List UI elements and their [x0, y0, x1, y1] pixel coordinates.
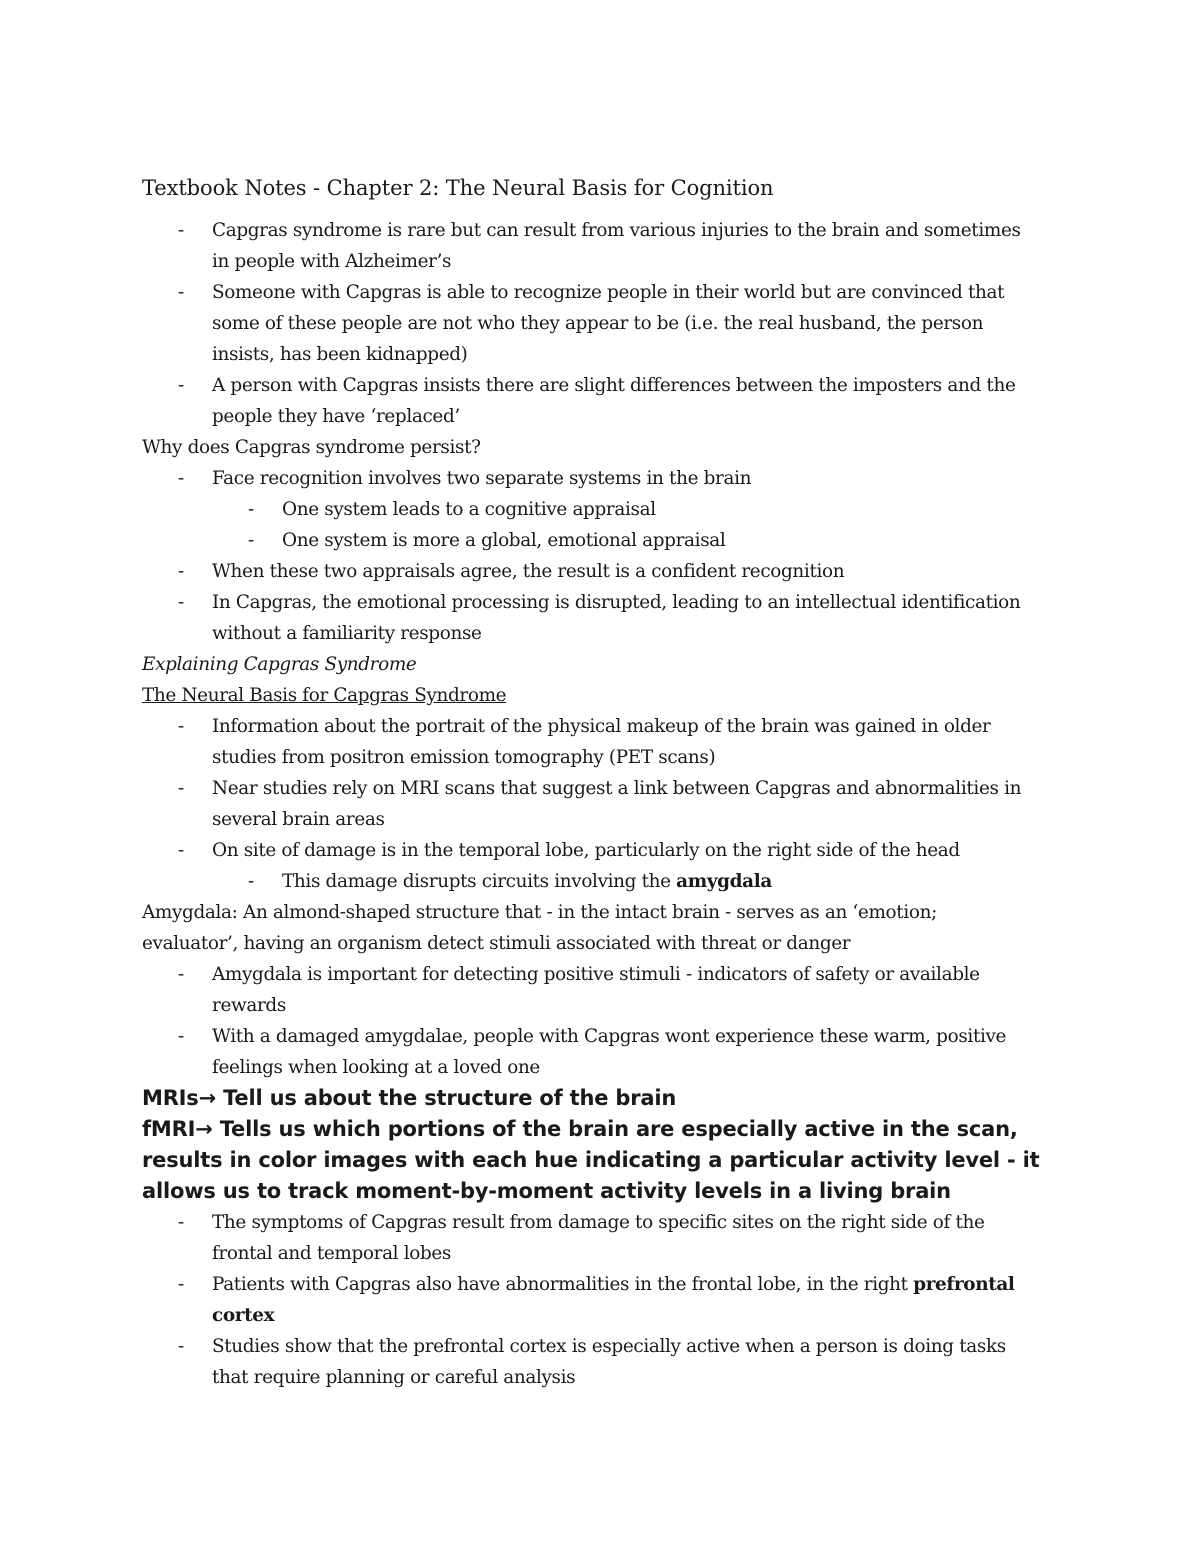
bullet-dash: - [178, 778, 184, 799]
list-item-text: When these two appraisals agree, the result is a confident recognition [212, 561, 845, 582]
section-heading-why: Why does Capgras syndrome persist? [142, 437, 481, 458]
list-item [142, 277, 1072, 370]
circuit-text: This damage disrupts circuits involving the [282, 871, 677, 892]
bullet-dash: - [178, 1274, 184, 1295]
bullet-dash: - [178, 561, 184, 582]
list-item-text: Capgras syndrome is rare but can result from various injuries to the brain and sometimes [212, 220, 1021, 241]
list-item-text: frontal and temporal lobes [212, 1243, 452, 1264]
list-item-text: some of these people are not who they appear to be (i.e. the real husband, the person [212, 313, 984, 334]
patients-text: Patients with Capgras also have abnormalities in the frontal lobe, in the right [212, 1274, 914, 1295]
bullet-dash: - [178, 220, 184, 241]
list-item [142, 711, 1072, 773]
list-item [142, 587, 1072, 649]
term-amygdala: amygdala [676, 871, 772, 892]
bullet-dash: - [248, 871, 254, 892]
bullet-dash: - [178, 840, 184, 861]
list-item-text: One system leads to a cognitive appraisal [282, 499, 656, 520]
list-item-text: people they have ‘replaced’ [212, 406, 460, 427]
list-item-text: Someone with Capgras is able to recognize people in their world but are convinced that [212, 282, 1005, 303]
bullet-dash: - [178, 592, 184, 613]
list-item [142, 1021, 1072, 1083]
list-item-text: With a damaged amygdalae, people with Capgras wont experience these warm, positive [212, 1026, 1007, 1047]
list-item-text: On site of damage is in the temporal lobe, particularly on the right side of the head [212, 840, 960, 861]
list-item-text: that require planning or careful analysis [212, 1367, 576, 1388]
list-item [142, 773, 1072, 835]
bullet-dash: - [178, 468, 184, 489]
sub-list-item [142, 525, 1072, 556]
mri-note: MRIs→ Tell us about the structure of the brain [142, 1086, 677, 1110]
bullet-dash: - [248, 499, 254, 520]
term-prefrontal: prefrontal [913, 1274, 1015, 1295]
list-item-text: Near studies rely on MRI scans that suggest a link between Capgras and abnormalities in [212, 778, 1022, 799]
list-item-text: Information about the portrait of the physical makeup of the brain was gained in older [212, 716, 991, 737]
section-heading-explaining: Explaining Capgras Syndrome [142, 654, 417, 675]
list-item [142, 556, 1072, 587]
list-item-text: studies from positron emission tomography (PET scans) [212, 747, 716, 768]
notes-body [142, 172, 1072, 1393]
list-item-text: The symptoms of Capgras result from damage to specific sites on the right side of the [212, 1212, 985, 1233]
fmri-note: results in color images with each hue indicating a particular activity level - it [142, 1148, 1040, 1172]
list-item-text: in people with Alzheimer’s [212, 251, 452, 272]
list-item [142, 1207, 1072, 1269]
list-item [142, 463, 1072, 494]
list-item [142, 215, 1072, 277]
list-item [142, 1269, 1072, 1331]
neural-heading-text: The Neural Basis for Capgras Syndrome [142, 685, 507, 706]
list-item-text: feelings when looking at a loved one [212, 1057, 540, 1078]
list-item-text: In Capgras, the emotional processing is disrupted, leading to an intellectual identification [212, 592, 1021, 613]
list-item-text [212, 1269, 1072, 1300]
list-item-text: A person with Capgras insists there are slight differences between the imposters and the [212, 375, 1016, 396]
page-title: Textbook Notes - Chapter 2: The Neural Basis for Cognition [142, 176, 774, 200]
list-item [142, 370, 1072, 432]
list-item [142, 959, 1072, 1021]
fmri-note: allows us to track moment-by-moment activity levels in a living brain [142, 1179, 951, 1203]
list-item-text: Amygdala is important for detecting positive stimuli - indicators of safety or available [212, 964, 980, 985]
list-item-text [282, 866, 1072, 897]
list-item-text: rewards [212, 995, 286, 1016]
section-heading-neural-basis [142, 680, 1072, 711]
bullet-dash: - [178, 375, 184, 396]
list-item-text: Studies show that the prefrontal cortex is especially active when a person is doing tasks [212, 1336, 1006, 1357]
bullet-dash: - [178, 1026, 184, 1047]
definition-text: evaluator’, having an organism detect stimuli associated with threat or danger [142, 933, 851, 954]
list-item [142, 835, 1072, 866]
list-item-text: several brain areas [212, 809, 385, 830]
bullet-dash: - [178, 964, 184, 985]
sub-list-item [142, 494, 1072, 525]
list-item [142, 1331, 1072, 1393]
bullet-dash: - [178, 1336, 184, 1357]
list-item-text: without a familiarity response [212, 623, 482, 644]
bullet-dash: - [248, 530, 254, 551]
list-item-text: Face recognition involves two separate systems in the brain [212, 468, 752, 489]
definition-text: Amygdala: An almond-shaped structure that - in the intact brain - serves as an ‘emotion; [142, 902, 937, 923]
fmri-note: fMRI→ Tells us which portions of the brain are especially active in the scan, [142, 1117, 1018, 1141]
bullet-dash: - [178, 716, 184, 737]
list-item-text: One system is more a global, emotional appraisal [282, 530, 726, 551]
bullet-dash: - [178, 282, 184, 303]
bullet-dash: - [178, 1212, 184, 1233]
list-item-text [212, 1300, 1072, 1331]
sub-list-item [142, 866, 1072, 897]
list-item-text: insists, has been kidnapped) [212, 344, 468, 365]
term-cortex: cortex [212, 1305, 275, 1326]
